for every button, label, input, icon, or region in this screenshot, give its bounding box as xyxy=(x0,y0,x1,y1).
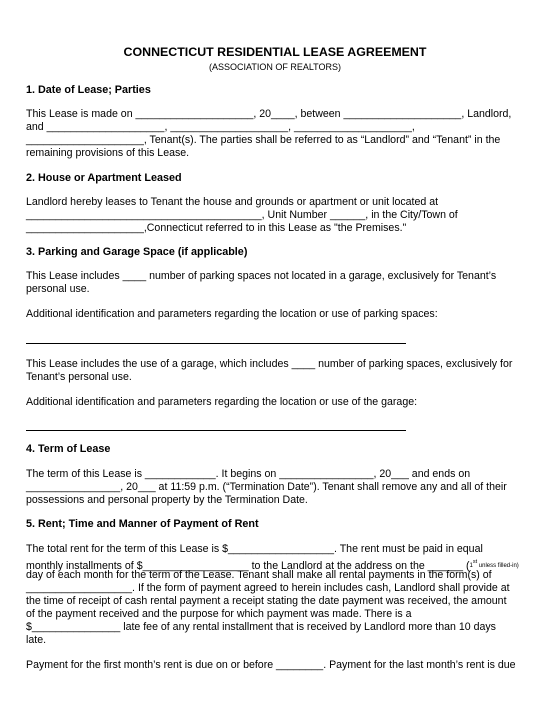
section-5-line: __________________. If the form of payment agreed to herein includes cash, Landlord shall provide at xyxy=(26,582,510,594)
section-4-line: ________________, 20___ at 11:59 p.m. (“Termination Date”). Tenant shall remove any and all of their xyxy=(26,481,507,493)
section-5-heading: 5. Rent; Time and Manner of Payment of Rent xyxy=(26,518,259,530)
installments-text: monthly installments of $__________________ to the Landlord at the address on the ______ ( xyxy=(26,560,470,572)
unless-filled-in-note: unless filled-in) xyxy=(477,563,519,569)
section-2-line: ________________________________________, Unit Number ______, in the City/Town of xyxy=(26,209,458,221)
section-1-line: This Lease is made on ____________________, 20____, between ____________________, Landlord, xyxy=(26,108,512,120)
section-5-line: late. xyxy=(26,634,47,646)
section-4-line: possessions and personal property by the Termination Date. xyxy=(26,494,308,506)
section-5-line: day of each month for the term of the Lease. Tenant shall make all rental payments in the form(s) of xyxy=(26,569,492,581)
section-3-line: Additional identification and parameters regarding the location or use of parking spaces: xyxy=(26,308,438,320)
section-4-heading: 4. Term of Lease xyxy=(26,443,111,455)
first-day-number: 1 xyxy=(469,563,473,569)
parking-details-blank-line xyxy=(26,343,406,344)
section-3-line: This Lease includes ____ number of parking spaces not located in a garage, exclusively for Tenant’s xyxy=(26,270,497,282)
section-5-line: Payment for the first month’s rent is due on or before ________. Payment for the last month’s rent is due xyxy=(26,659,516,671)
garage-details-blank-line xyxy=(26,430,406,431)
section-1-line: and ____________________, ____________________, ____________________, xyxy=(26,121,415,133)
section-3-line: Tenant’s personal use. xyxy=(26,371,132,383)
section-1-line: remaining provisions of this Lease. xyxy=(26,147,190,159)
ordinal-suffix: st xyxy=(472,559,478,565)
section-2-line: ____________________,Connecticut referred to in this Lease as "the Premises." xyxy=(26,222,407,234)
section-5-line: The total rent for the term of this Lease is $__________________. The rent must be paid in equal xyxy=(26,543,483,555)
section-5-line: $_______________ late fee of any rental installment that is received by Landlord more than 10 days xyxy=(26,621,496,633)
section-5-line: of the payment received and the purpose for which payment was made. There is a xyxy=(26,608,412,620)
section-3-line: This Lease includes the use of a garage, which includes ____ number of parking spaces, exclusively for xyxy=(26,358,513,370)
section-3-heading: 3. Parking and Garage Space (if applicable) xyxy=(26,246,248,258)
section-2-heading: 2. House or Apartment Leased xyxy=(26,172,182,184)
section-4-line: The term of this Lease is ____________. It begins on ________________, 20___ and ends on xyxy=(26,468,471,480)
section-3-line: personal use. xyxy=(26,283,90,295)
section-1-heading: 1. Date of Lease; Parties xyxy=(26,84,151,96)
section-1-line: ____________________, Tenant(s). The parties shall be referred to as “Landlord” and “Tenant” in the xyxy=(26,134,501,146)
document-subtitle: (ASSOCIATION OF REALTORS) xyxy=(208,62,342,72)
section-2-line: Landlord hereby leases to Tenant the house and grounds or apartment or unit located at xyxy=(26,196,439,208)
section-5-line: the time of receipt of cash rental payment a receipt stating the date payment was received, the amount xyxy=(26,595,507,607)
document-title: CONNECTICUT RESIDENTIAL LEASE AGREEMENT xyxy=(123,45,427,59)
section-3-line: Additional identification and parameters regarding the location or use of the garage: xyxy=(26,396,418,408)
